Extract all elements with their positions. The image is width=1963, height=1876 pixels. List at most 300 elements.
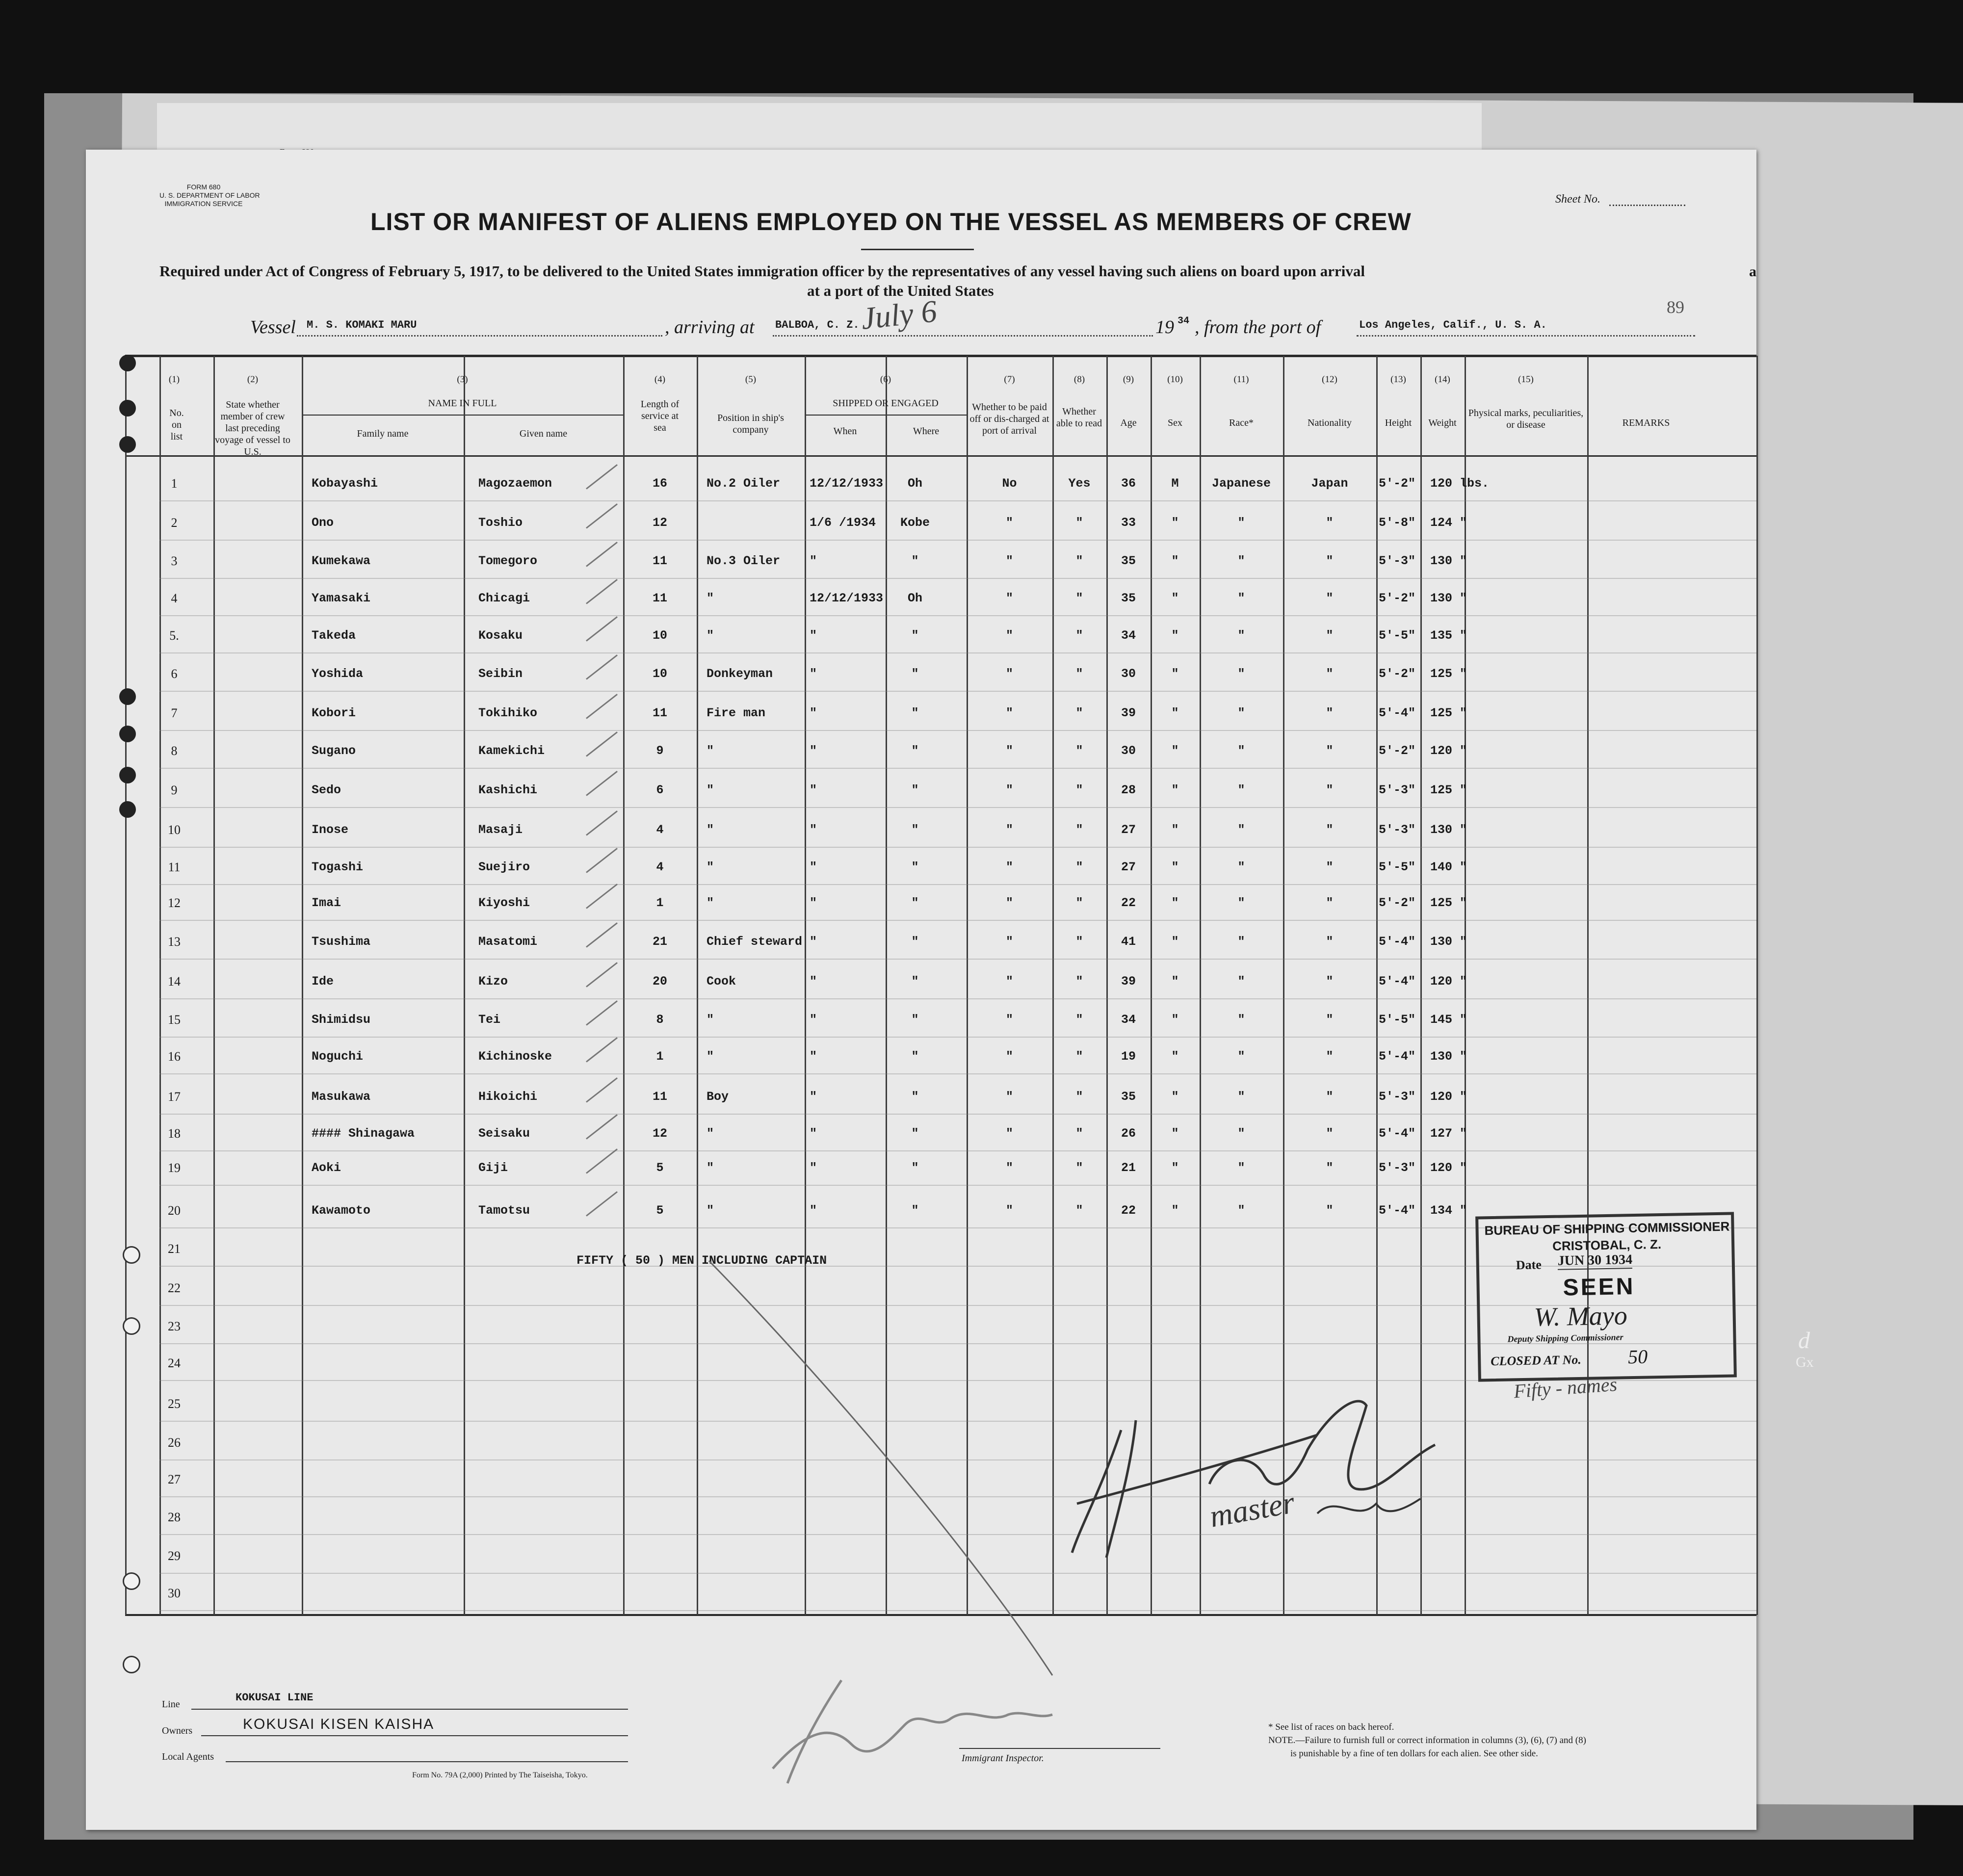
cell-when: " [810, 1161, 817, 1175]
cell-when: " [810, 823, 817, 837]
colnum-12: (12) [1322, 374, 1337, 385]
cell-where: " [911, 744, 919, 758]
stamp-date-label: Date [1516, 1257, 1542, 1273]
empty-row-number: 25 [168, 1397, 181, 1411]
header-nationality: Nationality [1308, 417, 1352, 428]
cell-paid: " [1005, 744, 1013, 758]
header-position: Position in ship's company [717, 413, 784, 435]
cell-no: 8 [171, 744, 178, 758]
printer-note: Form No. 79A (2,000) Printed by The Taiseisha, Tokyo. [412, 1771, 588, 1779]
cell-weight: 125 " [1430, 783, 1467, 797]
empty-row-number: 28 [168, 1510, 181, 1524]
cell-sex: " [1171, 1161, 1179, 1175]
cell-when: 1/6 /1934 [810, 516, 876, 530]
cell-no: 9 [171, 783, 178, 797]
cell-service: 1 [656, 896, 664, 910]
cell-height: 5'-8" [1379, 516, 1416, 530]
cell-race: " [1237, 1090, 1245, 1104]
cell-nat: " [1326, 1203, 1334, 1218]
cell-no: 13 [168, 935, 181, 949]
cell-race: Japanese [1211, 476, 1271, 491]
empty-row-number: 21 [168, 1242, 181, 1256]
cell-where: " [911, 1126, 919, 1141]
fine-note-1: NOTE.—Failure to furnish full or correct information in columns (3), (6), (7) and (8) [1268, 1735, 1586, 1746]
cell-paid: " [1005, 783, 1013, 797]
binder-hole [123, 1656, 140, 1673]
cell-nat: " [1326, 974, 1334, 989]
cell-height: 5'-3" [1379, 1090, 1416, 1104]
cell-sex: " [1171, 1090, 1179, 1104]
cell-age: 34 [1121, 628, 1136, 643]
stamp-signature: W. Mayo [1534, 1301, 1628, 1332]
colnum-15: (15) [1518, 374, 1534, 385]
cell-given: Kamekichi [478, 744, 545, 758]
cell-paid: " [1005, 628, 1013, 643]
inspector-label: Immigrant Inspector. [962, 1753, 1044, 1764]
master-signature [1062, 1361, 1455, 1577]
cell-paid: No [1002, 476, 1017, 491]
cell-family: Aoki [312, 1161, 341, 1175]
master-title: master [1207, 1485, 1297, 1534]
header-where: Where [913, 426, 940, 437]
colnum-1: (1) [168, 374, 180, 385]
cell-nat: " [1326, 591, 1334, 605]
cell-race: " [1237, 554, 1245, 568]
cell-where: " [911, 1161, 919, 1175]
line-rule [191, 1709, 628, 1710]
stamp-bureau: BUREAU OF SHIPPING COMMISSIONER [1484, 1219, 1730, 1238]
empty-row-number: 29 [168, 1549, 181, 1563]
cell-race: " [1237, 1013, 1245, 1027]
colnum-8: (8) [1073, 374, 1085, 385]
cell-no: 18 [168, 1126, 181, 1141]
cell-read: " [1075, 935, 1083, 949]
cell-sex: " [1171, 591, 1179, 605]
cell-paid: " [1005, 896, 1013, 910]
stamp-deputy: Deputy Shipping Commissioner [1507, 1332, 1623, 1344]
cell-service: 11 [652, 591, 667, 605]
cell-read: " [1075, 744, 1083, 758]
cell-position: " [707, 896, 714, 910]
cell-height: 5'-3" [1379, 554, 1416, 568]
cell-no: 5. [169, 628, 179, 643]
cell-no: 14 [168, 974, 181, 989]
cell-age: 39 [1121, 706, 1136, 720]
header-remarks: REMARKS [1622, 417, 1670, 428]
cell-read: " [1075, 1126, 1083, 1141]
cell-height: 5'-4" [1379, 1049, 1416, 1064]
binder-hole [119, 688, 136, 705]
cell-weight: 134 " [1430, 1203, 1467, 1218]
cell-age: 36 [1121, 476, 1136, 491]
cell-weight: 120 " [1430, 744, 1467, 758]
cell-read: " [1075, 554, 1083, 568]
cell-when: " [810, 1013, 817, 1027]
empty-row-number: 22 [168, 1281, 181, 1295]
cell-given: Seisaku [478, 1126, 530, 1141]
cell-family: Imai [312, 896, 341, 910]
cell-nat: " [1326, 1126, 1334, 1141]
dept-form-number: FORM 680 [186, 183, 221, 191]
cell-when: " [810, 628, 817, 643]
cell-service: 12 [652, 516, 667, 530]
owners-value: KOKUSAI KISEN KAISHA [243, 1716, 435, 1732]
crew-count-note: FIFTY ( 50 ) MEN INCLUDING CAPTAIN [576, 1253, 827, 1268]
cell-sex: " [1171, 974, 1179, 989]
cell-nat: " [1326, 1013, 1334, 1027]
cell-age: 35 [1121, 591, 1136, 605]
cell-weight: 127 " [1430, 1126, 1467, 1141]
cell-paid: " [1005, 860, 1013, 874]
cell-service: 11 [652, 1090, 667, 1104]
cell-family: #### Shinagawa [312, 1126, 415, 1141]
cell-height: 5'-3" [1379, 1161, 1416, 1175]
cell-position: " [707, 783, 714, 797]
cell-weight: 124 " [1430, 516, 1467, 530]
cell-nat: " [1326, 516, 1334, 530]
cell-no: 11 [168, 860, 181, 874]
cell-age: 30 [1121, 744, 1136, 758]
cell-given: Kizo [478, 974, 508, 989]
cell-where: " [911, 783, 919, 797]
empty-row-number: 30 [168, 1586, 181, 1600]
cell-paid: " [1005, 974, 1013, 989]
cell-position: Donkeyman [707, 667, 773, 681]
cell-family: Inose [312, 823, 349, 837]
cell-family: Kobayashi [312, 476, 378, 491]
cell-race: " [1237, 628, 1245, 643]
colnum-11: (11) [1233, 374, 1249, 385]
dept-name: U. S. DEPARTMENT OF LABOR [159, 191, 260, 199]
binder-hole [123, 1572, 140, 1590]
cell-where: " [911, 1013, 919, 1027]
cell-nat: " [1326, 783, 1334, 797]
cell-when: " [810, 974, 817, 989]
cell-given: Kichinoske [478, 1049, 552, 1064]
cell-race: " [1237, 974, 1245, 989]
cell-age: 19 [1121, 1049, 1136, 1064]
cell-sex: " [1171, 744, 1179, 758]
header-paid-off: Whether to be paid off or dis-charged at port of arrival [969, 402, 1049, 436]
cell-race: " [1237, 706, 1245, 720]
cell-family: Togashi [312, 860, 364, 874]
arrival-date-handwritten: July 6 [859, 293, 939, 336]
cell-race: " [1237, 896, 1245, 910]
cell-position: Fire man [707, 706, 766, 720]
cell-no: 3 [171, 554, 178, 568]
colnum-3: (3) [457, 374, 468, 385]
cell-age: 28 [1121, 783, 1136, 797]
cell-service: 8 [656, 1013, 664, 1027]
cell-age: 33 [1121, 516, 1136, 530]
cell-when: " [810, 896, 817, 910]
cell-race: " [1237, 516, 1245, 530]
cell-when: " [810, 1049, 817, 1064]
header-name-in-full: NAME IN FULL [428, 398, 497, 409]
cell-age: 27 [1121, 860, 1136, 874]
cell-service: 5 [656, 1203, 664, 1218]
subtitle-line2: at a port of the United States [807, 282, 994, 299]
cell-read: " [1075, 591, 1083, 605]
cell-sex: " [1171, 823, 1179, 837]
cell-sex: " [1171, 706, 1179, 720]
header-sex: Sex [1168, 417, 1182, 428]
binder-hole [119, 767, 136, 783]
cell-nat: " [1326, 1049, 1334, 1064]
cell-family: Kawamoto [312, 1203, 371, 1218]
cell-nat: " [1326, 628, 1334, 643]
cell-read: " [1075, 1161, 1083, 1175]
cell-no: 19 [168, 1161, 181, 1175]
cell-read: " [1075, 860, 1083, 874]
header-length-of-service: Length of service at sea [640, 399, 680, 433]
from-label: , from the port of [1195, 317, 1321, 338]
cell-race: " [1237, 1161, 1245, 1175]
cell-given: Tei [478, 1013, 501, 1027]
cell-no: 10 [168, 823, 181, 837]
cell-where: Kobe [900, 516, 930, 530]
arriving-label: , arriving at [665, 317, 755, 338]
local-agents-label: Local Agents [162, 1751, 214, 1762]
header-age: Age [1120, 417, 1137, 428]
shipping-commissioner-stamp [1475, 1212, 1737, 1381]
cell-when: " [810, 1090, 817, 1104]
cell-paid: " [1005, 667, 1013, 681]
stamp-date-value: JUN 30 1934 [1557, 1252, 1632, 1270]
cell-where: " [911, 554, 919, 568]
cell-weight: 130 " [1430, 1049, 1467, 1064]
colnum-4: (4) [654, 374, 666, 385]
cell-age: 35 [1121, 1090, 1136, 1104]
cell-sex: " [1171, 896, 1179, 910]
margin-letter-a: a [1749, 263, 1756, 280]
cell-height: 5'-3" [1379, 783, 1416, 797]
cell-where: Oh [907, 476, 922, 491]
fine-note-2: is punishable by a fine of ten dollars for each alien. See other side. [1290, 1748, 1538, 1759]
cell-family: Tsushima [312, 935, 371, 949]
cell-nat: " [1326, 667, 1334, 681]
races-note: * See list of races on back hereof. [1268, 1722, 1394, 1732]
cell-family: Yamasaki [312, 591, 371, 605]
cell-where: " [911, 823, 919, 837]
cell-given: Kosaku [478, 628, 523, 643]
cell-given: Seibin [478, 667, 523, 681]
colnum-2: (2) [247, 374, 259, 385]
cell-height: 5'-2" [1379, 667, 1416, 681]
cell-service: 4 [656, 860, 664, 874]
inspector-signature [743, 1670, 1062, 1798]
cell-age: 27 [1121, 823, 1136, 837]
cell-no: 4 [171, 591, 178, 605]
cell-height: 5'-4" [1379, 1203, 1416, 1218]
cell-sex: " [1171, 1049, 1179, 1064]
cell-position: " [707, 1013, 714, 1027]
binder-hole [119, 436, 136, 453]
cell-given: Giji [478, 1161, 508, 1175]
pencil-strike-line [86, 150, 1756, 1830]
stamp-seen: SEEN [1563, 1273, 1635, 1301]
cell-weight: 135 " [1430, 628, 1467, 643]
colnum-13: (13) [1390, 374, 1406, 385]
line-label: Line [162, 1699, 180, 1710]
header-no-on-list: No. on list [169, 408, 184, 442]
arriving-port: BALBOA, C. Z. [775, 319, 860, 331]
cell-age: 35 [1121, 554, 1136, 568]
colnum-14: (14) [1435, 374, 1450, 385]
header-shipped-or-engaged: SHIPPED OR ENGAGED [833, 398, 939, 409]
cell-where: " [911, 935, 919, 949]
cell-read: " [1075, 667, 1083, 681]
cell-when: 12/12/1933 [810, 476, 884, 491]
vessel-name: M. S. KOMAKI MARU [307, 319, 417, 331]
cell-height: 5'-3" [1379, 823, 1416, 837]
cell-race: " [1237, 1049, 1245, 1064]
cell-sex: " [1171, 783, 1179, 797]
cell-race: " [1237, 591, 1245, 605]
binder-hole [119, 801, 136, 818]
cell-sex: M [1171, 476, 1179, 491]
stamp-closed-value: 50 [1627, 1345, 1648, 1368]
cell-position: " [707, 1203, 714, 1218]
cell-given: Toshio [478, 516, 523, 530]
cell-paid: " [1005, 554, 1013, 568]
cell-when: " [810, 783, 817, 797]
cell-nat: " [1326, 744, 1334, 758]
cell-where: " [911, 628, 919, 643]
cell-read: " [1075, 628, 1083, 643]
stamp-handnote: Fifty - names [1513, 1373, 1618, 1403]
cell-given: Masatomi [478, 935, 538, 949]
cell-age: 41 [1121, 935, 1136, 949]
edge-mark-d: d [1798, 1328, 1810, 1354]
cell-race: " [1237, 783, 1245, 797]
cell-when: " [810, 935, 817, 949]
cell-when: 12/12/1933 [810, 591, 884, 605]
header-able-to-read: Whether able to read [1056, 406, 1102, 429]
header-race: Race* [1229, 417, 1254, 428]
cell-read: " [1075, 1090, 1083, 1104]
cell-given: Suejiro [478, 860, 530, 874]
cell-no: 1 [171, 476, 178, 491]
binder-hole [119, 400, 136, 417]
binder-hole [123, 1317, 140, 1335]
cell-read: " [1075, 706, 1083, 720]
cell-family: Kobori [312, 706, 356, 720]
empty-row-number: 26 [168, 1435, 181, 1450]
cell-position: Chief steward [707, 935, 803, 949]
cell-read: Yes [1068, 476, 1091, 491]
cell-sex: " [1171, 554, 1179, 568]
cell-sex: " [1171, 935, 1179, 949]
stamp-closed-label: CLOSED AT No. [1490, 1352, 1582, 1369]
cell-position: " [707, 628, 714, 643]
cell-race: " [1237, 1126, 1245, 1141]
cell-sex: " [1171, 516, 1179, 530]
cell-weight: 120 " [1430, 1090, 1467, 1104]
cell-service: 21 [652, 935, 667, 949]
cell-weight: 145 " [1430, 1013, 1467, 1027]
cell-no: 12 [168, 896, 181, 910]
cell-given: Kashichi [478, 783, 538, 797]
cell-read: " [1075, 1049, 1083, 1064]
cell-given: Tamotsu [478, 1203, 530, 1218]
cell-no: 17 [168, 1090, 181, 1104]
stamp-location: CRISTOBAL, C. Z. [1552, 1237, 1662, 1253]
cell-race: " [1237, 823, 1245, 837]
cell-paid: " [1005, 1049, 1013, 1064]
cell-weight: 130 " [1430, 935, 1467, 949]
cell-age: 39 [1121, 974, 1136, 989]
cell-weight: 120 " [1430, 1161, 1467, 1175]
year-suffix: 34 [1178, 315, 1190, 327]
year-prefix: 19 [1155, 317, 1174, 338]
cell-weight: 130 " [1430, 823, 1467, 837]
dept-service: IMMIGRATION SERVICE [164, 200, 243, 208]
cell-read: " [1075, 974, 1083, 989]
cell-given: Hikoichi [478, 1090, 538, 1104]
cell-height: 5'-2" [1379, 896, 1416, 910]
cell-age: 21 [1121, 1161, 1136, 1175]
cell-service: 11 [652, 706, 667, 720]
subtitle-line1: Required under Act of Congress of February 5, 1917, to be delivered to the United States immigration officer by the representatives of any vessel having such aliens on board upon arrival [159, 262, 1365, 280]
cell-service: 4 [656, 823, 664, 837]
cell-family: Noguchi [312, 1049, 364, 1064]
cell-where: " [911, 1203, 919, 1218]
cell-no: 15 [168, 1013, 181, 1027]
cell-given: Magozaemon [478, 476, 552, 491]
cell-read: " [1075, 516, 1083, 530]
cell-no: 16 [168, 1049, 181, 1064]
cell-when: " [810, 554, 817, 568]
cell-paid: " [1005, 1203, 1013, 1218]
cell-family: Yoshida [312, 667, 364, 681]
cell-family: Takeda [312, 628, 356, 643]
cell-given: Tomegoro [478, 554, 538, 568]
cell-position: " [707, 860, 714, 874]
cell-position: " [707, 591, 714, 605]
cell-height: 5'-2" [1379, 476, 1416, 491]
cell-paid: " [1005, 823, 1013, 837]
cell-age: 22 [1121, 1203, 1136, 1218]
cell-where: Oh [907, 591, 922, 605]
cell-age: 30 [1121, 667, 1136, 681]
cell-service: 11 [652, 554, 667, 568]
cell-family: Shimidsu [312, 1013, 371, 1027]
cell-position: No.2 Oiler [707, 476, 781, 491]
cell-family: Ide [312, 974, 334, 989]
cell-where: " [911, 1090, 919, 1104]
cell-nat: " [1326, 706, 1334, 720]
column-line [1756, 356, 1758, 1615]
cell-nat: " [1326, 823, 1334, 837]
cell-weight: 125 " [1430, 667, 1467, 681]
header-given-name: Given name [519, 428, 568, 439]
cell-weight: 140 " [1430, 860, 1467, 874]
cell-where: " [911, 896, 919, 910]
cell-weight: 130 " [1430, 591, 1467, 605]
header-weight: Weight [1428, 417, 1457, 428]
cell-age: 34 [1121, 1013, 1136, 1027]
cell-read: " [1075, 1203, 1083, 1218]
cell-family: Kumekawa [312, 554, 371, 568]
cell-position: Boy [707, 1090, 729, 1104]
cell-sex: " [1171, 667, 1179, 681]
cell-nat: " [1326, 1090, 1334, 1104]
colnum-9: (9) [1123, 374, 1134, 385]
cell-weight: 120 " [1430, 974, 1467, 989]
header-physical-marks: Physical marks, peculiarities, or disease [1468, 408, 1584, 430]
cell-read: " [1075, 1013, 1083, 1027]
